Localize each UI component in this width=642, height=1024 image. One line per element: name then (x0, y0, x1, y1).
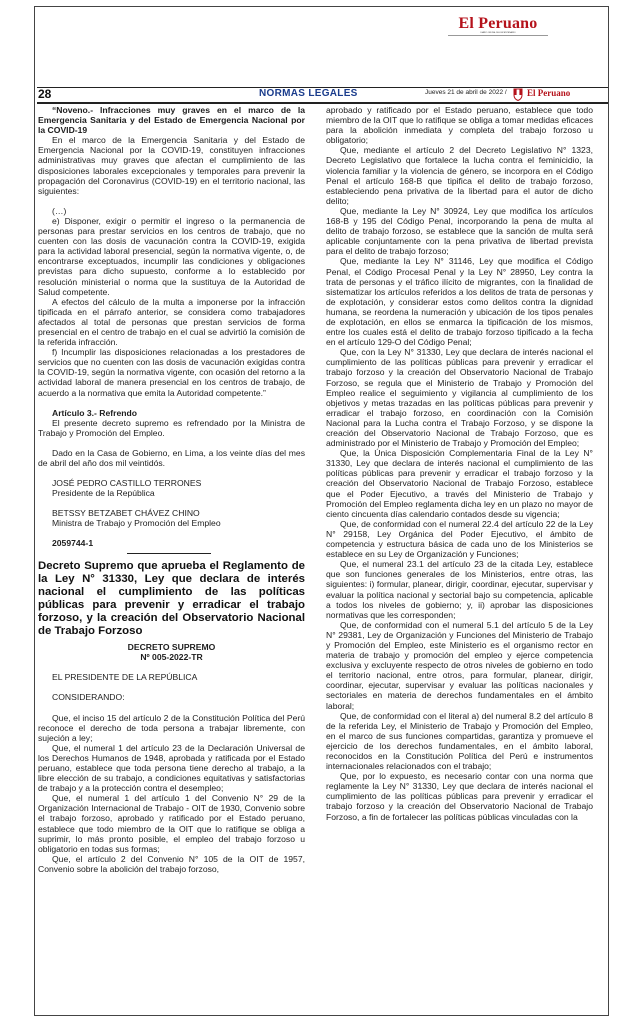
paragraph: Que, el numeral 1 del artículo 23 de la Declaración Universal de los Derechos Humanos de 1948, aprobada y ratificada por el Estado peruano, establece que toda persona tiene derecho al trabajo, a la libre elección de su trabajo, a condiciones equitativas y satisfactorias de trabajo y a la protección contra el desempleo; (38, 742, 305, 794)
signatory-role: Ministra de Trabajo y Promoción del Empleo (52, 518, 221, 529)
article-heading: Artículo 3.- Refrendo (52, 407, 137, 418)
paragraph: Que, de conformidad con el numeral 5.1 del artículo 5 de la Ley N° 29381, Ley de Organización y Funciones del Ministerio de Trabajo y Promoción del Empleo, este Ministerio es el organismo rector en materia de trabajo y promoción del empleo y ejerce competencia exclusiva y excluyente respecto de otros niveles de gobierno en todo el territorio nacional, entre otros, para formular, planear, dirigir, coordinar, ejecutar, supervisar y evaluar las políticas nacionales y sectoriales en materia de derechos fundamentales en el ámbito laboral; (326, 619, 593, 711)
national-shield-icon (513, 88, 523, 101)
paragraph: Que, el inciso 15 del artículo 2 de la Constitución Política del Perú reconoce el derecho de toda persona a trabajar libremente, con sujeción a ley; (38, 712, 305, 743)
section-title: NORMAS LEGALES (259, 88, 358, 99)
masthead-logo (448, 15, 548, 36)
gazette-page (34, 6, 609, 1016)
left-column (38, 105, 305, 874)
paragraph: Dado en la Casa de Gobierno, en Lima, a los veinte días del mes de abril del año dos mil veintidós. (38, 447, 305, 468)
paragraph: Que, el numeral 1 del artículo 1 del Convenio N° 29 de la Organización Internacional de Trabajo - OIT de 1930, Convenio sobre el trabajo forzoso, aprobado y ratificado por el Estado peruano, establece que todo miembro de la OIT que lo ratifique se obliga a suprimir, lo más pronto posible, el empleo del trabajo forzoso u obligatorio en todas sus formas; (38, 793, 305, 854)
brand-name: El Peruano (527, 88, 571, 98)
paragraph: Que, el numeral 23.1 del artículo 23 de la citada Ley, establece que son funciones generales de los Ministerios, entre otras, las siguientes: i) formular, planear, dirigir, coordinar, ejecutar, supervisar y evaluar la política nacional y sectorial bajo su competencia, aplicable a todos los niveles de gobierno; y, ii) aprobar las disposiciones normativas que les corresponden; (326, 559, 593, 620)
paragraph: Que, mediante la Ley N° 30924, Ley que modifica los artículos 168-B y 195 del Código Penal, incorporando la pena de multa al delito de trabajo forzoso, se establece que la sanción de multa será aplicable conjuntamente con la pena privativa de libertad prevista para el delito de trabajo forzoso; (326, 205, 593, 257)
paragraph: Que, el artículo 2 del Convenio N° 105 de la OIT de 1957, Convenio sobre la abolición del trabajo forzoso, (38, 853, 305, 874)
considerando-heading: CONSIDERANDO: (52, 692, 125, 703)
right-column (326, 105, 593, 822)
paragraph: Que, la Única Disposición Complementaria Final de la Ley N° 31330, Ley que declara de interés nacional el cumplimiento de las políticas públicas para prevenir y erradicar el trabajo forzoso y la creación del Observatorio Nacional de Trabajo Forzoso, establece que el Poder Ejecutivo, a través del Ministerio de Trabajo y Promoción del Empleo reglamenta dicha ley en un plazo no mayor de ciento cincuenta días calendario contados desde su vigencia; (326, 448, 593, 519)
paragraph: Que, de conformidad con el numeral 22.4 del artículo 22 de la Ley N° 29158, Ley Orgánica del Poder Ejecutivo, el ámbito de competencia y estructura básica de cada uno de los Ministerios se establece en su Ley de Organización y Funciones; (326, 518, 593, 560)
issue-date: Jueves 21 de abril de 2022 / (425, 89, 507, 96)
signatory-name: JOSÉ PEDRO CASTILLO TERRONES (52, 478, 202, 489)
running-header (37, 87, 608, 104)
decree-title: Decreto Supremo que aprueba el Reglamento de la Ley N° 31330, Ley que declara de interés nacional el cumplimiento de las políticas públicas para prevenir y erradicar el trabajo forzoso, y la creación del Observatorio Nacional de Trabajo Forzoso (38, 559, 305, 638)
paragraph: Que, de conformidad con el literal a) del numeral 8.2 del artículo 8 de la referida Ley, el Ministerio de Trabajo y Promoción del Empleo, en el marco de sus funciones compartidas, garantiza y promueve el ejercicio de los derechos fundamentales, en el ámbito laboral, reconocidos en la Constitución Política del Perú e instrumentos internacionales relacionados con el trabajo; (326, 710, 593, 772)
paragraph: Que, con la Ley N° 31330, Ley que declara de interés nacional el cumplimiento de las políticas públicas para prevenir y erradicar el trabajo forzoso y la creación del Observatorio Nacional de Trabajo Forzoso, se regula que el Ministerio de Trabajo y Promoción del Empleo realice el seguimiento y vigilancia al cumplimiento de los objetivos y metas trazadas en las políticas públicas para prevenir y erradicar el trabajo forzoso, en coordinación con la Comisión Nacional para la Lucha contra el Trabajo Forzoso, y se dispone la creación del Observatorio Nacional de Trabajo Forzoso, que es administrado por el Ministerio de Trabajo y Promoción del Empleo; (326, 347, 593, 449)
president-heading: EL PRESIDENTE DE LA REPÚBLICA (52, 672, 198, 683)
paragraph: A efectos del cálculo de la multa a imponerse por la infracción tipificada en el párrafo anterior, se considera como trabajadores afectados al total de personas que prestan servicios de forma presencial en el centro de trabajo en el cual se advirtió la comisión de la referida infracción. (38, 296, 305, 348)
paragraph: Que, mediante la Ley N° 31146, Ley que modifica el Código Penal, el Código Procesal Penal y la Ley N° 28950, Ley contra la trata de personas y el tráfico ilícito de migrantes, con la finalidad de sistematizar los artículos referidos a los delitos de trata de personas y de explotación, y considerar estos como delitos contra la dignidad humana, se reordena la numeración y ubicación de los tipos penales de explotación, en ellos se enmarca la tipificación de los mismos, entre los cuales está el delito de trabajo forzoso tipificado a la fecha en el artículo 129-O del Código Penal; (326, 256, 593, 348)
paragraph: f) Incumplir las disposiciones relacionadas a los prestadores de servicios que no cuenten con las dosis de vacunación exigidas contra la COVID-19, según la normativa vigente, con ocasión del retorno a la actividad laboral de manera presencial en los centros de trabajo, de acuerdo a la normativa que emita la Autoridad competente.” (38, 347, 305, 398)
signatory-name: BETSSY BETZABET CHÁVEZ CHINO (52, 508, 200, 519)
masthead-subtitle: DIARIO OFICIAL DEL BICENTENARIO (480, 32, 516, 34)
page-number: 28 (38, 87, 52, 101)
signatory-role: Presidente de la República (52, 488, 155, 499)
paragraph: El presente decreto supremo es refrendado por la Ministra de Trabajo y Promoción del Empleo. (38, 417, 305, 438)
decree-number: Nº 005-2022-TR (140, 652, 203, 663)
paragraph: Que, mediante el artículo 2 del Decreto Legislativo N° 1323, Decreto Legislativo que fortalece la lucha contra el feminicidio, la violencia familiar y la violencia de género, se incorpora en el Código Penal el artículo 168-B que tipifica el delito de trabajo forzoso, estableciendo pena privativa de la libertad para el autor de dicho delito; (326, 145, 593, 206)
ellipsis: (…) (52, 205, 67, 216)
decree-label: DECRETO SUPREMO (127, 642, 216, 653)
paragraph: aprobado y ratificado por el Estado peruano, establece que todo miembro de la OIT que lo ratifique se obliga a tomar medidas eficaces para la abolición inmediata y completa del trabajo forzoso u obligatorio; (326, 105, 593, 146)
paragraph: Que, por lo expuesto, es necesario contar con una norma que reglamente la Ley N° 31330, Ley que declara de interés nacional el cumplimiento de las políticas públicas para prevenir y erradicar el trabajo forzoso y la creación del Observatorio Nacional de Trabajo Forzoso, a fin de fortalecer las políticas públicas vinculadas con la (326, 771, 593, 822)
separator-rule (127, 553, 211, 554)
masthead-title: El Peruano (458, 15, 538, 32)
paragraph: e) Disponer, exigir o permitir el ingreso o la permanencia de personas para prestar servicios en los centros de trabajo, que no cuenten con las dosis de vacunación contra la COVID-19, exigida para la actividad laboral presencial, según la normativa vigente, o, de encontrarse exceptuados, incumplir las condiciones y obligaciones previstas para dicho supuesto, conforme a lo establecido por resolución ministerial o norma que la sustituya de la Autoridad de Salud competente. (38, 215, 305, 297)
paragraph: En el marco de la Emergencia Sanitaria y del Estado de Emergencia Nacional por la COVID-19, constituyen infracciones administrativas muy graves que afectan el cumplimiento de las disposiciones laborales excepcionales y temporales para prevenir la propagación del Coronavirus (COVID-19) en el territorio nacional, las siguientes: (38, 135, 305, 196)
document-code: 2059744-1 (52, 538, 94, 549)
article-ninth-heading: “Noveno.- Infracciones muy graves en el marco de la Emergencia Sanitaria y del Estado de Emergencia Nacional por la COVID-19 (38, 105, 305, 136)
